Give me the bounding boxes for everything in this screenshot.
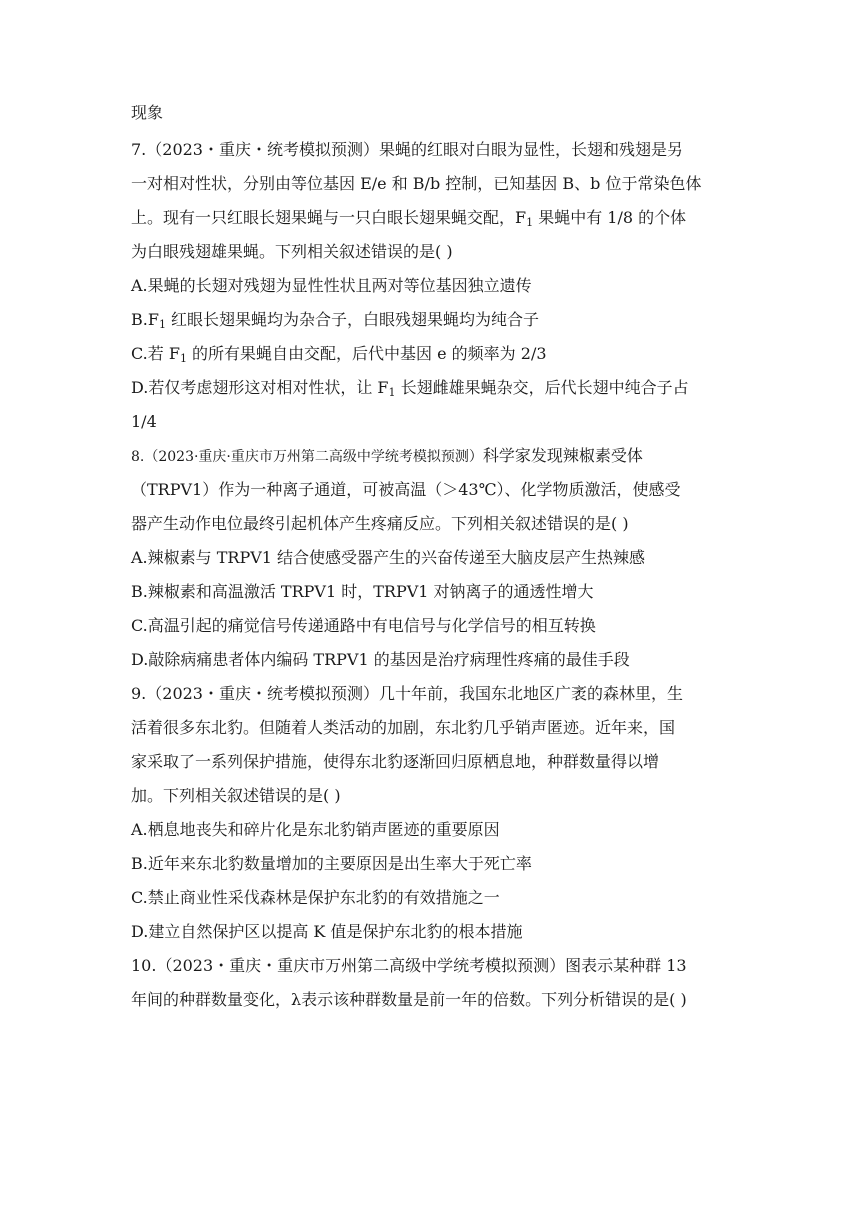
q7-stem-line-4: 为白眼残翅雄果蝇。下列相关叙述错误的是( ) bbox=[131, 242, 453, 261]
q9-option-b: B.近年来东北豹数量增加的主要原因是出生率大于死亡率 bbox=[131, 854, 532, 873]
q10-stem-line-2: 年间的种群数量变化，λ表示该种群数量是前一年的倍数。下列分析错误的是( ) bbox=[131, 990, 687, 1009]
q8-option-d: D.敲除病痛患者体内编码 TRPV1 的基因是治疗病理性疼痛的最佳手段 bbox=[131, 650, 630, 669]
q9-stem-line-3: 家采取了一系列保护措施，使得东北豹逐渐回归原栖息地，种群数量得以增 bbox=[131, 752, 660, 771]
q7-line3-part-a: 上。现有一只红眼长翅果蝇与一只白眼长翅果蝇交配，F bbox=[131, 208, 527, 227]
q10-stem-line-1: 10.（2023・重庆・重庆市万州第二高级中学统考模拟预测）图表示某种群 13 bbox=[131, 956, 687, 975]
q7-option-c-part-b: 的所有果蝇自由交配，后代中基因 e 的频率为 2/3 bbox=[186, 344, 547, 363]
q7-option-c-subscript: 1 bbox=[179, 352, 187, 365]
previous-question-tail: 现象 bbox=[131, 103, 164, 122]
q7-option-b-subscript: 1 bbox=[158, 318, 166, 331]
q9-option-c: C.禁止商业性采伐森林是保护东北豹的有效措施之一 bbox=[131, 888, 500, 907]
q9-option-a: A.栖息地丧失和碎片化是东北豹销声匿迹的重要原因 bbox=[131, 820, 500, 839]
q8-stem-line-1 bbox=[131, 444, 643, 469]
q7-option-c-part-a: C.若 F bbox=[131, 344, 180, 363]
q7-stem-line-2: 一对相对性状，分别由等位基因 E/e 和 B/b 控制，已知基因 B、b 位于常染色体 bbox=[131, 174, 702, 193]
q8-option-c: C.高温引起的痛觉信号传递通路中有电信号与化学信号的相互转换 bbox=[131, 616, 596, 635]
q8-stem-line-3: 器产生动作电位最终引起机体产生疼痛反应。下列相关叙述错误的是( ) bbox=[131, 514, 629, 533]
q7-stem-line-3 bbox=[131, 206, 686, 230]
q8-line1-rest: 科学家发现辣椒素受体 bbox=[482, 446, 643, 465]
q8-option-b: B.辣椒素和高温激活 TRPV1 时，TRPV1 对钠离子的通透性增大 bbox=[131, 582, 594, 601]
q7-stem-line-1: 7.（2023・重庆・统考模拟预测）果蝇的红眼对白眼为显性，长翅和残翅是另 bbox=[131, 140, 683, 159]
q9-stem-line-4: 加。下列相关叙述错误的是( ) bbox=[131, 786, 341, 805]
q7-option-b-part-a: B.F bbox=[131, 310, 159, 329]
q7-option-d-subscript: 1 bbox=[388, 386, 396, 399]
q7-line3-part-b: 果蝇中有 1/8 的个体 bbox=[533, 208, 687, 227]
q9-stem-line-1: 9.（2023・重庆・统考模拟预测）几十年前，我国东北地区广袤的森林里，生 bbox=[131, 684, 683, 703]
q7-option-d-part-b: 长翅雌雄果蝇杂交，后代长翅中纯合子占 bbox=[395, 378, 689, 397]
q9-option-d: D.建立自然保护区以提高 K 值是保护东北豹的根本措施 bbox=[131, 922, 523, 941]
q8-stem-line-2: （TRPV1）作为一种离子通道，可被高温（＞43℃）、化学物质激活，使感受 bbox=[131, 480, 681, 499]
q7-option-d-continuation: 1/4 bbox=[131, 412, 157, 431]
q7-option-d bbox=[131, 376, 689, 400]
q8-source: 8.（2023·重庆·重庆市万州第二高级中学统考模拟预测） bbox=[131, 449, 483, 465]
q7-option-b bbox=[131, 308, 539, 332]
q8-option-a: A.辣椒素与 TRPV1 结合使感受器产生的兴奋传递至大脑皮层产生热辣感 bbox=[131, 548, 646, 567]
q7-option-d-part-a: D.若仅考虑翅形这对相对性状，让 F bbox=[131, 378, 389, 397]
q7-line3-subscript: 1 bbox=[526, 216, 534, 229]
q9-stem-line-2: 活着很多东北豹。但随着人类活动的加剧，东北豹几乎销声匿迹。近年来，国 bbox=[131, 718, 676, 737]
q7-option-a: A.果蝇的长翅对残翅为显性性状且两对等位基因独立遗传 bbox=[131, 276, 532, 295]
q7-option-b-part-b: 红眼长翅果蝇均为杂合子，白眼残翅果蝇均为纯合子 bbox=[165, 310, 540, 329]
q7-option-c bbox=[131, 342, 547, 366]
